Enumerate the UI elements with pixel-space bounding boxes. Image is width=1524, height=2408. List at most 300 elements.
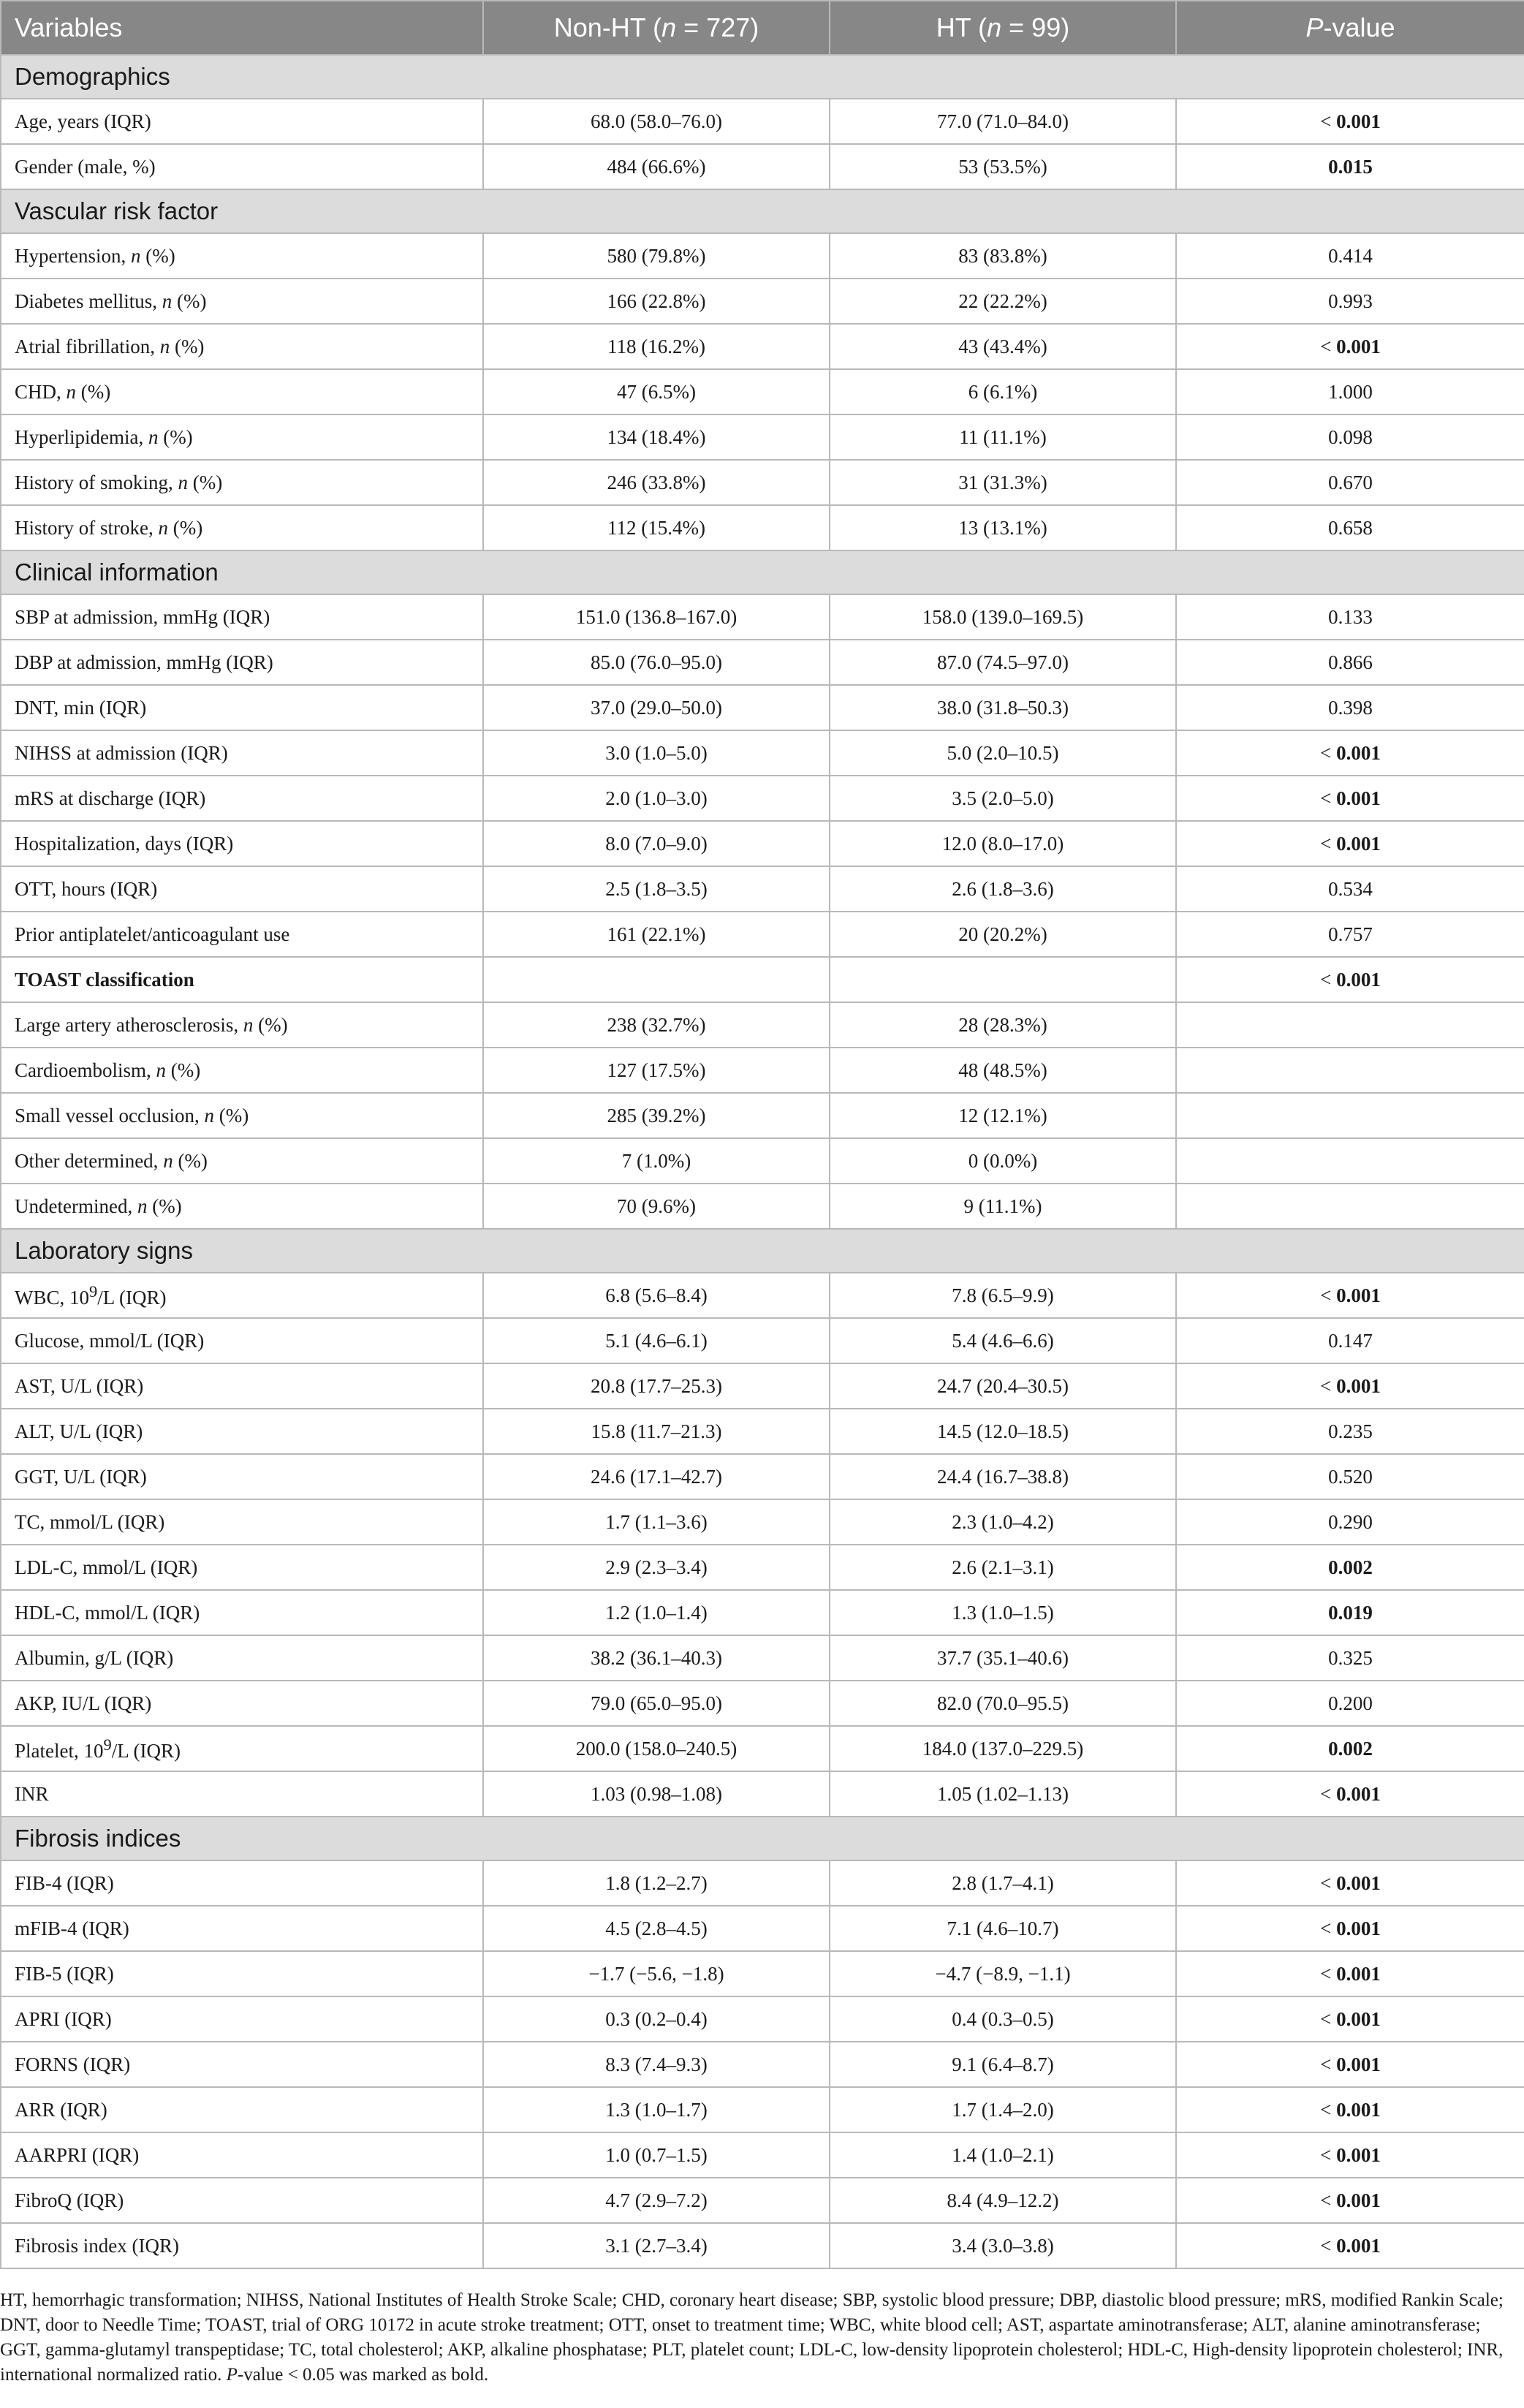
- cell-non-ht: [483, 957, 830, 1002]
- table-row: [1, 1860, 1524, 1906]
- row-label-text: mFIB-4 (IQR): [15, 1917, 129, 1939]
- row-label: [1, 1138, 483, 1184]
- p-value-number: 0.019: [1328, 1601, 1373, 1624]
- cell-non-ht: 3.1 (2.7–3.4): [483, 2223, 830, 2268]
- p-value-number: 0.002: [1328, 1556, 1373, 1578]
- table-row: [1, 730, 1524, 776]
- header-non-ht-suffix: = 727): [676, 12, 759, 42]
- row-label-suffix: (%): [253, 1013, 288, 1036]
- row-label: [1, 1454, 483, 1499]
- cell-ht: 48 (48.5%): [830, 1048, 1176, 1093]
- cell-ht: 12 (12.1%): [830, 1093, 1176, 1138]
- cell-ht: 31 (31.3%): [830, 460, 1176, 505]
- p-value-number: 0.001: [1336, 1782, 1381, 1805]
- cell-ht: 37.7 (35.1–40.6): [830, 1635, 1176, 1681]
- cell-p-value: [1176, 1545, 1524, 1590]
- cell-ht: 7.1 (4.6–10.7): [830, 1906, 1176, 1951]
- section-title: Fibrosis indices: [1, 1817, 1524, 1860]
- cell-p-value: [1176, 1318, 1524, 1363]
- table-row: [1, 505, 1524, 550]
- table-row: [1, 1409, 1524, 1454]
- header-non-ht-n: n: [661, 12, 677, 42]
- p-value-number: 0.001: [1336, 1284, 1381, 1306]
- header-non-ht-prefix: Non-HT (: [553, 12, 662, 42]
- row-label: [1, 1363, 483, 1409]
- table-row: [1, 594, 1524, 640]
- cell-p-value: [1176, 1048, 1524, 1093]
- row-label-italic: n: [156, 1059, 166, 1081]
- table-row: [1, 2223, 1524, 2268]
- table-header-row: [1, 1, 1524, 55]
- cell-p-value: [1176, 685, 1524, 730]
- p-value-prefix: <: [1320, 1782, 1337, 1805]
- cell-non-ht: 37.0 (29.0–50.0): [483, 685, 830, 730]
- p-value-number: 0.757: [1328, 923, 1373, 945]
- p-value-number: 0.290: [1328, 1510, 1373, 1533]
- row-label-italic: n: [158, 516, 168, 539]
- row-label-italic: n: [243, 1013, 254, 1036]
- row-label: [1, 957, 483, 1002]
- row-label: [1, 1499, 483, 1545]
- p-value-number: 0.993: [1328, 289, 1373, 312]
- cell-ht: 14.5 (12.0–18.5): [830, 1409, 1176, 1454]
- table-row: [1, 324, 1524, 369]
- footnote-text: HT, hemorrhagic transformation; NIHSS, National Institutes of Health Stroke Scale; CHD, coronary heart disease; SBP, systolic blood pressure; DBP, diastolic blood pressure; mRS, modified Rankin Scale; DNT, door to Needle Time; TOAST, trial of ORG 10172 in acute stroke treatment; OTT, onset to treatment time; WBC, white blood cell; AST, aspartate aminotransferase; ALT, alanine aminotransferase; GGT, gamma-glutamyl transpeptidase; TC, total cholesterol; AKP, alkaline phosphatase; PLT, platelet count; LDL-C, low-density lipoprotein cholesterol; HDL-C, High-density lipoprotein cholesterol; INR, international normalized ratio.: [0, 2290, 1504, 2385]
- p-value-prefix: <: [1320, 968, 1337, 991]
- cell-p-value: [1176, 912, 1524, 957]
- row-label: [1, 1093, 483, 1138]
- row-label: [1, 912, 483, 957]
- cell-p-value: [1176, 2087, 1524, 2132]
- cell-non-ht: 112 (15.4%): [483, 505, 830, 550]
- p-value-number: 0.001: [1336, 2189, 1381, 2211]
- row-label-text: Atrial fibrillation,: [15, 335, 160, 357]
- cell-ht: 1.05 (1.02–1.13): [830, 1771, 1176, 1817]
- cell-non-ht: 2.5 (1.8–3.5): [483, 866, 830, 912]
- cell-ht: 1.4 (1.0–2.1): [830, 2132, 1176, 2178]
- cell-ht: 3.4 (3.0–3.8): [830, 2223, 1176, 2268]
- cell-ht: [830, 957, 1176, 1002]
- row-label-suffix: (%): [167, 516, 203, 539]
- cell-non-ht: 1.0 (0.7–1.5): [483, 2132, 830, 2178]
- cell-p-value: [1176, 1996, 1524, 2042]
- cell-p-value: [1176, 369, 1524, 414]
- section-title: Clinical information: [1, 550, 1524, 594]
- row-label-text: Diabetes mellitus,: [15, 289, 162, 312]
- table-row: [1, 144, 1524, 189]
- row-label-text: APRI (IQR): [15, 2007, 112, 2030]
- p-value-number: 0.398: [1328, 696, 1373, 719]
- row-label-text: FORNS (IQR): [15, 2053, 131, 2075]
- table-body: [1, 55, 1524, 2268]
- cell-non-ht: 238 (32.7%): [483, 1002, 830, 1048]
- cell-ht: 9 (11.1%): [830, 1184, 1176, 1229]
- cell-p-value: [1176, 505, 1524, 550]
- table-row: [1, 369, 1524, 414]
- cell-non-ht: 47 (6.5%): [483, 369, 830, 414]
- row-label: [1, 369, 483, 414]
- p-value-prefix: <: [1320, 335, 1337, 357]
- cell-ht: 0 (0.0%): [830, 1138, 1176, 1184]
- cell-ht: 83 (83.8%): [830, 233, 1176, 279]
- cell-non-ht: 285 (39.2%): [483, 1093, 830, 1138]
- header-ht-suffix: = 99): [1001, 12, 1070, 42]
- row-label: [1, 1726, 483, 1771]
- cell-non-ht: 1.7 (1.1–3.6): [483, 1499, 830, 1545]
- cell-p-value: [1176, 1860, 1524, 1906]
- row-label-text: INR: [15, 1782, 49, 1805]
- p-value-prefix: <: [1320, 832, 1337, 855]
- cell-ht: 24.4 (16.7–38.8): [830, 1454, 1176, 1499]
- p-value-prefix: <: [1320, 787, 1337, 809]
- section-title: Vascular risk factor: [1, 189, 1524, 233]
- row-label-superscript: 9: [89, 1281, 98, 1300]
- row-label-text: OTT, hours (IQR): [15, 877, 158, 900]
- table-row: [1, 1499, 1524, 1545]
- row-label-suffix: (%): [165, 1059, 201, 1081]
- cell-ht: 1.3 (1.0–1.5): [830, 1590, 1176, 1635]
- cell-ht: 11 (11.1%): [830, 414, 1176, 460]
- p-value-prefix: <: [1320, 2234, 1337, 2257]
- row-label-text: Undetermined,: [15, 1194, 137, 1217]
- cell-p-value: [1176, 1906, 1524, 1951]
- table-row: [1, 1048, 1524, 1093]
- table-row: [1, 912, 1524, 957]
- p-value-number: 0.200: [1328, 1692, 1373, 1714]
- p-value-number: 0.147: [1328, 1329, 1373, 1352]
- cell-non-ht: 127 (17.5%): [483, 1048, 830, 1093]
- table-row: [1, 1454, 1524, 1499]
- row-label: [1, 594, 483, 640]
- table-row: [1, 1951, 1524, 1996]
- cell-non-ht: 7 (1.0%): [483, 1138, 830, 1184]
- row-label-text: Platelet, 10: [15, 1739, 104, 1762]
- cell-p-value: [1176, 1138, 1524, 1184]
- row-label-suffix: (%): [76, 380, 111, 403]
- row-label-suffix: (%): [147, 1194, 182, 1217]
- row-label: [1, 279, 483, 324]
- p-value-number: 0.001: [1336, 1917, 1381, 1939]
- row-label-text: DNT, min (IQR): [15, 696, 147, 719]
- cell-ht: 2.3 (1.0–4.2): [830, 1499, 1176, 1545]
- row-label: [1, 1906, 483, 1951]
- table-row: [1, 1138, 1524, 1184]
- cell-ht: 7.8 (6.5–9.9): [830, 1273, 1176, 1318]
- cell-p-value: [1176, 99, 1524, 144]
- cell-ht: 184.0 (137.0–229.5): [830, 1726, 1176, 1771]
- row-label-suffix: (%): [172, 289, 207, 312]
- row-label: [1, 1635, 483, 1681]
- cell-p-value: [1176, 2178, 1524, 2223]
- cell-p-value: [1176, 776, 1524, 821]
- header-p-italic: P: [1305, 12, 1324, 42]
- cell-ht: 2.6 (1.8–3.6): [830, 866, 1176, 912]
- header-ht: [830, 1, 1176, 55]
- row-label-text: LDL-C, mmol/L (IQR): [15, 1556, 198, 1578]
- section-header-row: [1, 1817, 1524, 1860]
- cell-non-ht: −1.7 (−5.6, −1.8): [483, 1951, 830, 1996]
- cell-p-value: [1176, 594, 1524, 640]
- p-value-prefix: <: [1320, 2189, 1337, 2211]
- row-label: [1, 866, 483, 912]
- row-label: [1, 2087, 483, 2132]
- cell-ht: 9.1 (6.4–8.7): [830, 2042, 1176, 2087]
- cell-p-value: [1176, 1726, 1524, 1771]
- row-label: [1, 505, 483, 550]
- row-label-text: Large artery atherosclerosis,: [15, 1013, 243, 1036]
- row-label-text: HDL-C, mmol/L (IQR): [15, 1601, 200, 1624]
- cell-non-ht: 5.1 (4.6–6.1): [483, 1318, 830, 1363]
- p-value-number: 0.001: [1336, 2143, 1381, 2166]
- cell-non-ht: 70 (9.6%): [483, 1184, 830, 1229]
- p-value-prefix: <: [1320, 2098, 1337, 2121]
- row-label-text: AKP, IU/L (IQR): [15, 1692, 152, 1714]
- row-label: [1, 99, 483, 144]
- row-label: [1, 2042, 483, 2087]
- footnote-p-italic: P: [226, 2365, 238, 2385]
- cell-non-ht: 2.0 (1.0–3.0): [483, 776, 830, 821]
- p-value-number: 0.001: [1336, 335, 1381, 357]
- cell-non-ht: 1.2 (1.0–1.4): [483, 1590, 830, 1635]
- table-row: [1, 2132, 1524, 2178]
- row-label-text: History of smoking,: [15, 471, 178, 493]
- section-header-row: [1, 55, 1524, 99]
- p-value-prefix: <: [1320, 2007, 1337, 2030]
- table-footnote: [0, 2288, 1506, 2388]
- cell-non-ht: 118 (16.2%): [483, 324, 830, 369]
- p-value-number: 0.001: [1336, 110, 1381, 132]
- table-row: [1, 1771, 1524, 1817]
- cell-non-ht: 161 (22.1%): [483, 912, 830, 957]
- table-row: [1, 640, 1524, 685]
- cell-non-ht: 68.0 (58.0–76.0): [483, 99, 830, 144]
- row-label-text: Hypertension,: [15, 244, 131, 267]
- cell-p-value: [1176, 1002, 1524, 1048]
- row-label-text: CHD,: [15, 380, 67, 403]
- cell-ht: 5.0 (2.0–10.5): [830, 730, 1176, 776]
- cell-p-value: [1176, 1951, 1524, 1996]
- cell-p-value: [1176, 460, 1524, 505]
- row-label: [1, 324, 483, 369]
- row-label-text: FIB-5 (IQR): [15, 1962, 114, 1985]
- header-p-value: [1176, 1, 1524, 55]
- row-label-text: Fibrosis index (IQR): [15, 2234, 179, 2257]
- p-value-number: 0.414: [1328, 244, 1373, 267]
- table-row: [1, 2178, 1524, 2223]
- cell-non-ht: 20.8 (17.7–25.3): [483, 1363, 830, 1409]
- p-value-number: 0.001: [1336, 2007, 1381, 2030]
- cell-p-value: [1176, 1184, 1524, 1229]
- cell-p-value: [1176, 1093, 1524, 1138]
- p-value-prefix: <: [1320, 1284, 1337, 1306]
- cell-ht: 158.0 (139.0–169.5): [830, 594, 1176, 640]
- cell-non-ht: 3.0 (1.0–5.0): [483, 730, 830, 776]
- row-label-text: mRS at discharge (IQR): [15, 787, 206, 809]
- cell-ht: 5.4 (4.6–6.6): [830, 1318, 1176, 1363]
- table-row: [1, 821, 1524, 866]
- row-label-text: DBP at admission, mmHg (IQR): [15, 651, 273, 673]
- cell-non-ht: 1.8 (1.2–2.7): [483, 1860, 830, 1906]
- cell-non-ht: 2.9 (2.3–3.4): [483, 1545, 830, 1590]
- p-value-number: 0.001: [1336, 2098, 1381, 2121]
- row-label: [1, 414, 483, 460]
- table-row: [1, 460, 1524, 505]
- row-label-text: WBC, 10: [15, 1286, 90, 1309]
- p-value-number: 0.670: [1328, 471, 1373, 493]
- row-label: [1, 640, 483, 685]
- cell-p-value: [1176, 1499, 1524, 1545]
- table-row: [1, 99, 1524, 144]
- row-label: [1, 1681, 483, 1726]
- cell-ht: 8.4 (4.9–12.2): [830, 2178, 1176, 2223]
- row-label: [1, 1996, 483, 2042]
- cell-ht: 0.4 (0.3–0.5): [830, 1996, 1176, 2042]
- row-label: [1, 1860, 483, 1906]
- row-label-suffix: (%): [173, 1149, 208, 1172]
- cell-non-ht: 134 (18.4%): [483, 414, 830, 460]
- row-label: [1, 1951, 483, 1996]
- table-row: [1, 1002, 1524, 1048]
- cell-non-ht: 6.8 (5.6–8.4): [483, 1273, 830, 1318]
- cell-ht: 38.0 (31.8–50.3): [830, 685, 1176, 730]
- table-row: [1, 279, 1524, 324]
- header-ht-prefix: HT (: [936, 12, 987, 42]
- table-row: [1, 1635, 1524, 1681]
- row-label: [1, 1318, 483, 1363]
- cell-p-value: [1176, 866, 1524, 912]
- cell-p-value: [1176, 2132, 1524, 2178]
- p-value-prefix: <: [1320, 1962, 1337, 1985]
- row-label-text: ALT, U/L (IQR): [15, 1420, 143, 1442]
- row-label-suffix: (%): [188, 471, 223, 493]
- cell-ht: −4.7 (−8.9, −1.1): [830, 1951, 1176, 1996]
- row-label-text: TOAST classification: [15, 968, 194, 991]
- row-label-text: TC, mmol/L (IQR): [15, 1510, 165, 1533]
- cell-non-ht: 15.8 (11.7–21.3): [483, 1409, 830, 1454]
- cell-non-ht: 200.0 (158.0–240.5): [483, 1726, 830, 1771]
- row-label-text: History of stroke,: [15, 516, 159, 539]
- cell-ht: 20 (20.2%): [830, 912, 1176, 957]
- section-title: Demographics: [1, 55, 1524, 99]
- p-value-number: 0.001: [1336, 832, 1381, 855]
- table-row: [1, 1545, 1524, 1590]
- cell-p-value: [1176, 1363, 1524, 1409]
- cell-non-ht: 1.3 (1.0–1.7): [483, 2087, 830, 2132]
- cell-non-ht: 79.0 (65.0–95.0): [483, 1681, 830, 1726]
- row-label-italic: n: [204, 1104, 214, 1127]
- cell-p-value: [1176, 1771, 1524, 1817]
- cell-non-ht: 8.0 (7.0–9.0): [483, 821, 830, 866]
- cell-ht: 82.0 (70.0–95.5): [830, 1681, 1176, 1726]
- cell-ht: 28 (28.3%): [830, 1002, 1176, 1048]
- cell-non-ht: 166 (22.8%): [483, 279, 830, 324]
- row-label-italic: n: [162, 289, 173, 312]
- table-row: [1, 1318, 1524, 1363]
- cell-p-value: [1176, 730, 1524, 776]
- cell-p-value: [1176, 279, 1524, 324]
- row-label: [1, 1771, 483, 1817]
- table-row: [1, 685, 1524, 730]
- cell-p-value: [1176, 1590, 1524, 1635]
- p-value-prefix: <: [1320, 1871, 1337, 1894]
- row-label: [1, 144, 483, 189]
- p-value-prefix: <: [1320, 110, 1337, 132]
- cell-ht: 6 (6.1%): [830, 369, 1176, 414]
- row-label: [1, 460, 483, 505]
- p-value-number: 1.000: [1328, 380, 1373, 403]
- row-label-text: GGT, U/L (IQR): [15, 1465, 147, 1488]
- header-variables: Variables: [1, 1, 483, 55]
- row-label-suffix: (%): [170, 335, 205, 357]
- row-label-text: Age, years (IQR): [15, 110, 151, 132]
- row-label-text: NIHSS at admission (IQR): [15, 741, 228, 764]
- table-row: [1, 1906, 1524, 1951]
- row-label: [1, 2223, 483, 2268]
- row-label-text: Hospitalization, days (IQR): [15, 832, 234, 855]
- row-label-text: SBP at admission, mmHg (IQR): [15, 605, 270, 628]
- row-label: [1, 1545, 483, 1590]
- header-non-ht: [483, 1, 830, 55]
- cell-p-value: [1176, 1409, 1524, 1454]
- table-row: [1, 1590, 1524, 1635]
- p-value-prefix: <: [1320, 1917, 1337, 1939]
- cell-ht: 87.0 (74.5–97.0): [830, 640, 1176, 685]
- table-row: [1, 1093, 1524, 1138]
- row-label-italic: n: [137, 1194, 148, 1217]
- table-row: [1, 1184, 1524, 1229]
- row-label-text: Cardioembolism,: [15, 1059, 156, 1081]
- row-label: [1, 2178, 483, 2223]
- section-header-row: [1, 189, 1524, 233]
- table-row: [1, 233, 1524, 279]
- cell-ht: 77.0 (71.0–84.0): [830, 99, 1176, 144]
- table-row: [1, 957, 1524, 1002]
- p-value-number: 0.520: [1328, 1465, 1373, 1488]
- cell-ht: 53 (53.5%): [830, 144, 1176, 189]
- p-value-number: 0.534: [1328, 877, 1373, 900]
- row-label: [1, 233, 483, 279]
- row-label: [1, 1002, 483, 1048]
- p-value-number: 0.001: [1336, 2234, 1381, 2257]
- row-label-text: Hyperlipidemia,: [15, 425, 148, 448]
- p-value-number: 0.015: [1328, 155, 1373, 178]
- cell-p-value: [1176, 233, 1524, 279]
- section-title: Laboratory signs: [1, 1229, 1524, 1273]
- cell-p-value: [1176, 640, 1524, 685]
- row-label-text: Other determined,: [15, 1149, 164, 1172]
- cell-non-ht: 4.7 (2.9–7.2): [483, 2178, 830, 2223]
- p-value-number: 0.325: [1328, 1646, 1373, 1669]
- cell-non-ht: 1.03 (0.98–1.08): [483, 1771, 830, 1817]
- row-label-text: AST, U/L (IQR): [15, 1374, 144, 1397]
- p-value-number: 0.001: [1336, 968, 1381, 991]
- p-value-number: 0.001: [1336, 1962, 1381, 1985]
- cell-non-ht: 8.3 (7.4–9.3): [483, 2042, 830, 2087]
- table-row: [1, 1363, 1524, 1409]
- cell-non-ht: 4.5 (2.8–4.5): [483, 1906, 830, 1951]
- cell-p-value: [1176, 2042, 1524, 2087]
- p-value-number: 0.001: [1336, 1374, 1381, 1397]
- cell-p-value: [1176, 1635, 1524, 1681]
- row-label-text: Albumin, g/L (IQR): [15, 1646, 174, 1669]
- cell-p-value: [1176, 1273, 1524, 1318]
- p-value-number: 0.001: [1336, 1871, 1381, 1894]
- cell-non-ht: 151.0 (136.8–167.0): [483, 594, 830, 640]
- cell-ht: 3.5 (2.0–5.0): [830, 776, 1176, 821]
- cell-p-value: [1176, 957, 1524, 1002]
- row-label-text: FibroQ (IQR): [15, 2189, 124, 2211]
- section-header-row: [1, 550, 1524, 594]
